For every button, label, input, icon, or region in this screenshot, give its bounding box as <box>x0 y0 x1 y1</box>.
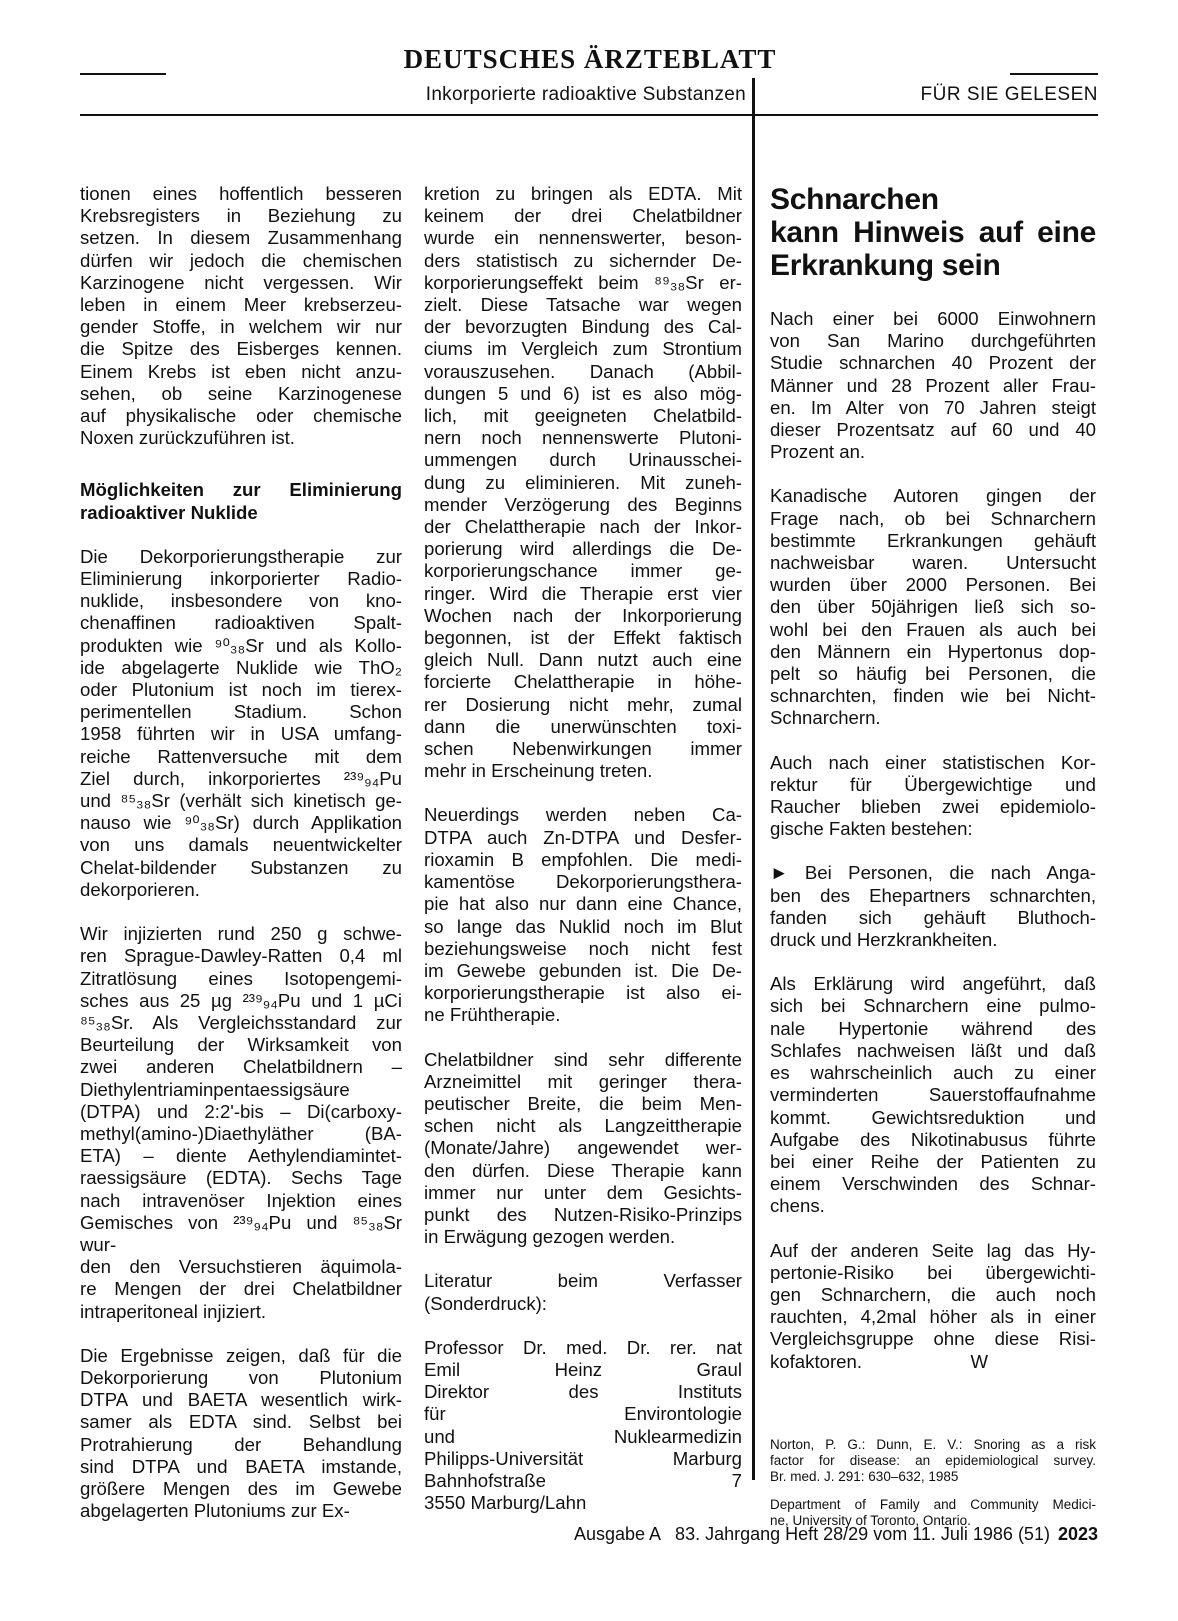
text-line: ummengen durch Urinausschei- <box>424 449 742 471</box>
bullet-paragraph <box>770 862 1096 951</box>
text-line: fanden sich gehäuft Bluthoch- <box>770 906 1096 928</box>
text-line: nauso wie ⁹⁰₃₈Sr) durch Applikation <box>80 812 402 834</box>
text-line: schen Nebenwirkungen immer <box>424 738 742 760</box>
page-number: 2023 <box>1057 1524 1098 1544</box>
paragraph <box>80 546 402 901</box>
text-line: kretion zu bringen als EDTA. Mit <box>424 183 742 204</box>
text-line: forcierte Chelattherapie in höhe- <box>424 671 742 693</box>
text-line: kann Hinweis auf eine <box>770 216 1096 249</box>
text-line: peutischer Breite, die beim Men- <box>424 1092 742 1114</box>
reference-citation <box>770 1437 1096 1485</box>
text-line: gender Stoffe, in welchem wir nur <box>80 316 402 338</box>
text-line: Chelatbildner sind sehr differente <box>424 1048 742 1070</box>
text-line: (Monate/Jahre) angewendet wer- <box>424 1137 742 1159</box>
text-line: den den Versuchstieren äquimola- <box>80 1256 402 1278</box>
text-line: Diethylentriaminpentaessigsäure <box>80 1078 350 1100</box>
text-line: und ⁸⁵₃₈Sr (verhält sich kinetisch ge- <box>80 790 402 812</box>
text-line: dann die unerwünschten toxi- <box>424 715 742 737</box>
text-line: ringer. Wird die Therapie erst vier <box>424 582 742 604</box>
text-line: dekorporieren. <box>80 878 200 900</box>
text-line: Krebsregisters in Beziehung zu <box>80 205 402 227</box>
masthead: DEUTSCHES ÄRZTEBLATT <box>403 44 777 74</box>
text-line: nachweisbar waren. Untersucht <box>770 552 1096 574</box>
text-line: druck und Herzkrankheiten. <box>770 929 998 951</box>
text-line: kofaktoren. W <box>770 1350 989 1372</box>
text-line: den Männern ein Hypertonus dop- <box>770 640 1096 662</box>
text-line: Schnarchen <box>770 183 939 216</box>
text-line: rioxamin B empfohlen. Die medi- <box>424 848 742 870</box>
subheading <box>80 479 402 523</box>
text-line: den über 50jährigen ließ sich so- <box>770 596 1096 618</box>
text-line: radioaktiver Nuklide <box>80 501 258 523</box>
text-line: Auch nach einer statistischen Kor- <box>770 751 1096 773</box>
text-line: dung zu eliminieren. Mit zuneh- <box>424 471 742 493</box>
text-line: korporierungseffekt beim ⁸⁹₃₈Sr er- <box>424 271 742 293</box>
text-line: Auf der anderen Seite lag das Hy- <box>770 1239 1096 1261</box>
text-line: (Sonderdruck): <box>424 1292 547 1314</box>
text-line: Noxen zurückzuführen ist. <box>80 427 295 449</box>
text-line: pie hat also nur dann eine Chance, <box>424 893 742 915</box>
text-line: korporierungschance immer ge- <box>424 560 742 582</box>
text-line: Frage nach, ob bei Schnarchern <box>770 507 1096 529</box>
text-line: so lange das Nuklid noch im Blut <box>424 915 742 937</box>
text-line: Wochen nach der Inkorporierung <box>424 604 742 626</box>
paragraph <box>424 804 742 1026</box>
text-line: wurden über 2000 Personen. Bei <box>770 574 1096 596</box>
text-line: gleich Null. Dann nutzt auch eine <box>424 649 742 671</box>
text-line: 3550 Marburg/Lahn <box>424 1492 587 1514</box>
article-column-2 <box>424 183 742 1536</box>
text-line: DTPA auch Zn-DTPA und Desfer- <box>424 826 742 848</box>
text-line: Dekorporierung von Plutonium <box>80 1366 402 1388</box>
text-line: ciums im Vergleich zum Strontium <box>424 338 742 360</box>
text-line: gen Schnarchern, die auch noch <box>770 1283 1096 1305</box>
paragraph <box>80 923 402 1323</box>
text-line: pertonie-Risiko bei übergewichti- <box>770 1261 1096 1283</box>
text-line: samer als EDTA sind. Selbst bei <box>80 1411 402 1433</box>
text-line: kommt. Gewichtsreduktion und <box>770 1106 1096 1128</box>
text-line: mehr in Erscheinung treten. <box>424 760 653 782</box>
text-line: ETA) – diente Aethylendiamintet- <box>80 1145 402 1167</box>
text-line: auf physikalische oder chemische <box>80 405 402 427</box>
text-line: Schnarchern. <box>770 707 881 729</box>
text-line: der Chelattherapie nach der Inkor- <box>424 516 742 538</box>
text-line: Zitratlösung eines Isotopengemi- <box>80 967 402 989</box>
article-column-1 <box>80 183 402 1544</box>
text-line: en. Im Alter von 70 Jahren steigt <box>770 396 1096 418</box>
paragraph <box>770 308 1096 463</box>
text-line: DTPA und BAETA wesentlich wirk- <box>80 1389 402 1411</box>
text-line: Männer und 28 Prozent aller Frau- <box>770 374 1096 396</box>
section-title: Inkorporierte radioaktive Substanzen <box>425 84 746 105</box>
text-line: Philipps-Universität Marburg <box>424 1447 742 1469</box>
text-line: Department of Family and Community Medici- <box>770 1496 1096 1512</box>
text-line: wohl bei den Frauen als auch bei <box>770 618 1096 640</box>
text-line: Eliminierung inkorporierter Radio- <box>80 568 402 590</box>
header-rule-right <box>1010 73 1098 75</box>
text-line: Protrahierung der Behandlung <box>80 1433 402 1455</box>
header-rule-left <box>80 73 166 75</box>
text-line: produkten wie ⁹⁰₃₈Sr und als Kollo- <box>80 634 402 656</box>
text-line: Möglichkeiten zur Eliminierung <box>80 479 402 501</box>
text-line: oder Plutonium ist noch im tierex- <box>80 679 402 701</box>
text-line: Wir injizierten rund 250 g schwe- <box>80 923 402 945</box>
text-line: Professor Dr. med. Dr. rer. nat <box>424 1336 742 1358</box>
text-line: pelt so häufig bei Personen, die <box>770 663 1096 685</box>
text-line: Emil Heinz Graul <box>424 1358 742 1380</box>
paragraph <box>770 752 1096 841</box>
text-line: perimentellen Stadium. Schon <box>80 701 402 723</box>
text-line: rektur für Übergewichtige und <box>770 773 1096 795</box>
text-line: kamentöse Dekorporierungsthera- <box>424 871 742 893</box>
text-line: beziehungsweise noch nicht fest <box>424 937 742 959</box>
page-footer <box>80 1524 1098 1545</box>
text-line: korporierungstherapie ist also ei- <box>424 982 742 1004</box>
text-line: intraperitoneal injiziert. <box>80 1300 267 1322</box>
text-line: keinem der drei Chelatbildner <box>424 205 742 227</box>
text-line: den dürfen. Diese Therapie kann <box>424 1159 742 1181</box>
text-line: Nach einer bei 6000 Einwohnern <box>770 308 1096 329</box>
text-line: re Mengen der drei Chelatbildner <box>80 1278 402 1300</box>
text-line: ne, University of Toronto, Ontario. <box>770 1512 971 1528</box>
text-line: ide abgelagerte Nuklide wie ThO₂ <box>80 656 402 678</box>
text-line: lich, mit geeigneten Chelatbild- <box>424 405 742 427</box>
paragraph <box>424 183 742 782</box>
text-line: Direktor des Instituts <box>424 1381 742 1403</box>
text-line: leben in einem Meer krebserzeu- <box>80 294 402 316</box>
text-line: nale Hypertonie während des <box>770 1017 1096 1039</box>
text-line: ben des Ehepartners schnarchten, <box>770 884 1096 906</box>
text-line: Kanadische Autoren gingen der <box>770 485 1096 507</box>
text-line: verminderten Sauerstoffaufnahme <box>770 1084 1096 1106</box>
text-line: Bahnhofstraße 7 <box>424 1469 742 1491</box>
text-line: Karzinogene nicht vergessen. Wir <box>80 271 402 293</box>
text-line: ► Bei Personen, die nach Anga- <box>770 862 1096 884</box>
text-line: sehen, ob seine Karzinogenese <box>80 382 402 404</box>
text-line: Erkrankung sein <box>770 249 1001 282</box>
author-address <box>424 1337 742 1515</box>
text-line: raessigsäure (EDTA). Sechs Tage <box>80 1167 402 1189</box>
text-line: ⁸⁵₃₈Sr. Als Vergleichsstandard zur <box>80 1011 402 1033</box>
text-line: schnarchten, finden wie bei Nicht- <box>770 685 1096 707</box>
text-line: von uns damals neuentwickelter <box>80 834 402 856</box>
text-line: ne Frühtherapie. <box>424 1004 561 1026</box>
header-bottom-rule <box>80 114 1098 116</box>
text-line: Gemisches von ²³⁹₉₄Pu und ⁸⁵₃₈Sr wur- <box>80 1211 402 1255</box>
text-line: nach intravenöser Injektion eines <box>80 1189 402 1211</box>
text-line: rer Dosierung nicht mehr, zumal <box>424 693 742 715</box>
text-line: Prozent an. <box>770 441 866 463</box>
text-line: größere Mengen des im Gewebe <box>80 1477 402 1499</box>
text-line: zwei anderen Chelatbildnern – <box>80 1056 402 1078</box>
text-line: nuklide, insbesondere von kno- <box>80 590 402 612</box>
text-line: die Spitze des Eisberges kennen. <box>80 338 402 360</box>
text-line: Beurteilung der Wirksamkeit von <box>80 1034 402 1056</box>
text-line: Die Dekorporierungstherapie zur <box>80 545 402 567</box>
literature-note <box>424 1270 742 1314</box>
text-line: 1958 führten wir in USA umfang- <box>80 723 402 745</box>
text-line: Ziel durch, inkorporiertes ²³⁹₉₄Pu <box>80 767 402 789</box>
text-line: und Nuklearmedizin <box>424 1425 742 1447</box>
text-line: sind DTPA und BAETA imstande, <box>80 1455 402 1477</box>
news-column <box>770 183 1096 1541</box>
text-line: Raucher blieben zwei epidemiolo- <box>770 796 1096 818</box>
text-line: dieser Prozentsatz auf 60 und 40 <box>770 419 1096 441</box>
text-line: immer nur unter dem Gesichts- <box>424 1181 742 1203</box>
text-line: wurde ein nennenswerter, beson- <box>424 227 742 249</box>
text-line: tionen eines hoffentlich besseren <box>80 183 402 204</box>
text-line: vorauszusehen. Danach (Abbil- <box>424 360 742 382</box>
text-line: porierung wird allerdings die De- <box>424 538 742 560</box>
rubric-title: FÜR SIE GELESEN <box>920 84 1098 105</box>
issue-info: Ausgabe A 83. Jahrgang Heft 28/29 vom 11. Juli 1986 (51) <box>573 1524 1050 1544</box>
text-line: chenaffinen radioaktiven Spalt- <box>80 612 402 634</box>
text-line: Norton, P. G.: Dunn, E. V.: Snoring as a risk <box>770 1436 1096 1452</box>
column-divider <box>752 78 755 1480</box>
text-line: begonnen, ist der Effekt faktisch <box>424 627 742 649</box>
paragraph <box>80 183 402 449</box>
text-line: einem Verschwinden des Schnar- <box>770 1173 1096 1195</box>
text-line: punkt des Nutzen-Risiko-Prinzips <box>424 1203 742 1225</box>
text-line: für Environtologie <box>424 1403 742 1425</box>
text-line: von San Marino durchgeführten <box>770 330 1096 352</box>
paragraph <box>770 1240 1096 1373</box>
text-line: setzen. In diesem Zusammenhang <box>80 227 402 249</box>
text-line: bestimmte Erkrankungen gehäuft <box>770 529 1096 551</box>
paragraph <box>770 973 1096 1217</box>
text-line: Die Ergebnisse zeigen, daß für die <box>80 1344 402 1366</box>
paragraph <box>80 1345 402 1523</box>
text-line: reiche Rattenversuche mit dem <box>80 745 402 767</box>
text-line: schen nicht als Langzeittherapie <box>424 1115 742 1137</box>
text-line: in Erwägung gezogen werden. <box>424 1226 676 1248</box>
text-line: Vergleichsgruppe ohne diese Risi- <box>770 1328 1096 1350</box>
text-line: Arzneimittel mit geringer thera- <box>424 1070 742 1092</box>
text-line: nern noch nennenswerte Plutoni- <box>424 427 742 449</box>
text-line: Literatur beim Verfasser <box>424 1270 742 1292</box>
text-line: im Gewebe gebunden ist. Die De- <box>424 959 742 981</box>
text-line: sches aus 25 µg ²³⁹₉₄Pu und 1 µCi <box>80 989 402 1011</box>
text-line: dungen 5 und 6) ist es also mög- <box>424 382 742 404</box>
headline <box>770 183 1096 282</box>
text-line: Studie schnarchen 40 Prozent der <box>770 352 1096 374</box>
text-line: Schlafes nachweisen läßt und daß <box>770 1039 1096 1061</box>
paragraph <box>770 485 1096 729</box>
text-line: Als Erklärung wird angeführt, daß <box>770 973 1096 995</box>
text-line: Br. med. J. 291: 630–632, 1985 <box>770 1468 959 1484</box>
text-line: Einem Krebs ist eben nicht anzu- <box>80 360 402 382</box>
text-line: rauchten, 4,2mal höher als in einer <box>770 1306 1096 1328</box>
text-line: methyl(amino-)Diaethyläther (BA- <box>80 1122 402 1144</box>
text-line: Aufgabe des Nikotinabusus führte <box>770 1128 1096 1150</box>
text-line: mender Verzögerung des Beginns <box>424 493 742 515</box>
text-line: zielt. Diese Tatsache war wegen <box>424 294 742 316</box>
text-line: factor for disease: an epidemiological survey. <box>770 1452 1096 1468</box>
text-line: chens. <box>770 1195 825 1217</box>
text-line: Chelat-bildender Substanzen zu <box>80 856 402 878</box>
text-line: dürfen wir jedoch die chemischen <box>80 249 402 271</box>
text-line: abgelagerten Plutoniums zur Ex- <box>80 1500 350 1522</box>
text-line: ders statistisch zu sichernder De- <box>424 249 742 271</box>
text-line: gische Fakten bestehen: <box>770 818 973 840</box>
text-line: sich bei Schnarchern eine pulmo- <box>770 995 1096 1017</box>
paragraph <box>424 1049 742 1249</box>
references <box>770 1437 1096 1529</box>
text-line: es wahrscheinlich auch zu einer <box>770 1062 1096 1084</box>
text-line: der bevorzugten Bindung des Cal- <box>424 316 742 338</box>
text-line: bei einer Reihe der Patienten zu <box>770 1150 1096 1172</box>
text-line: ren Sprague-Dawley-Ratten 0,4 ml <box>80 945 402 967</box>
text-line: Neuerdings werden neben Ca- <box>424 804 742 826</box>
text-line: (DTPA) und 2:2'-bis – Di(carboxy- <box>80 1100 402 1122</box>
